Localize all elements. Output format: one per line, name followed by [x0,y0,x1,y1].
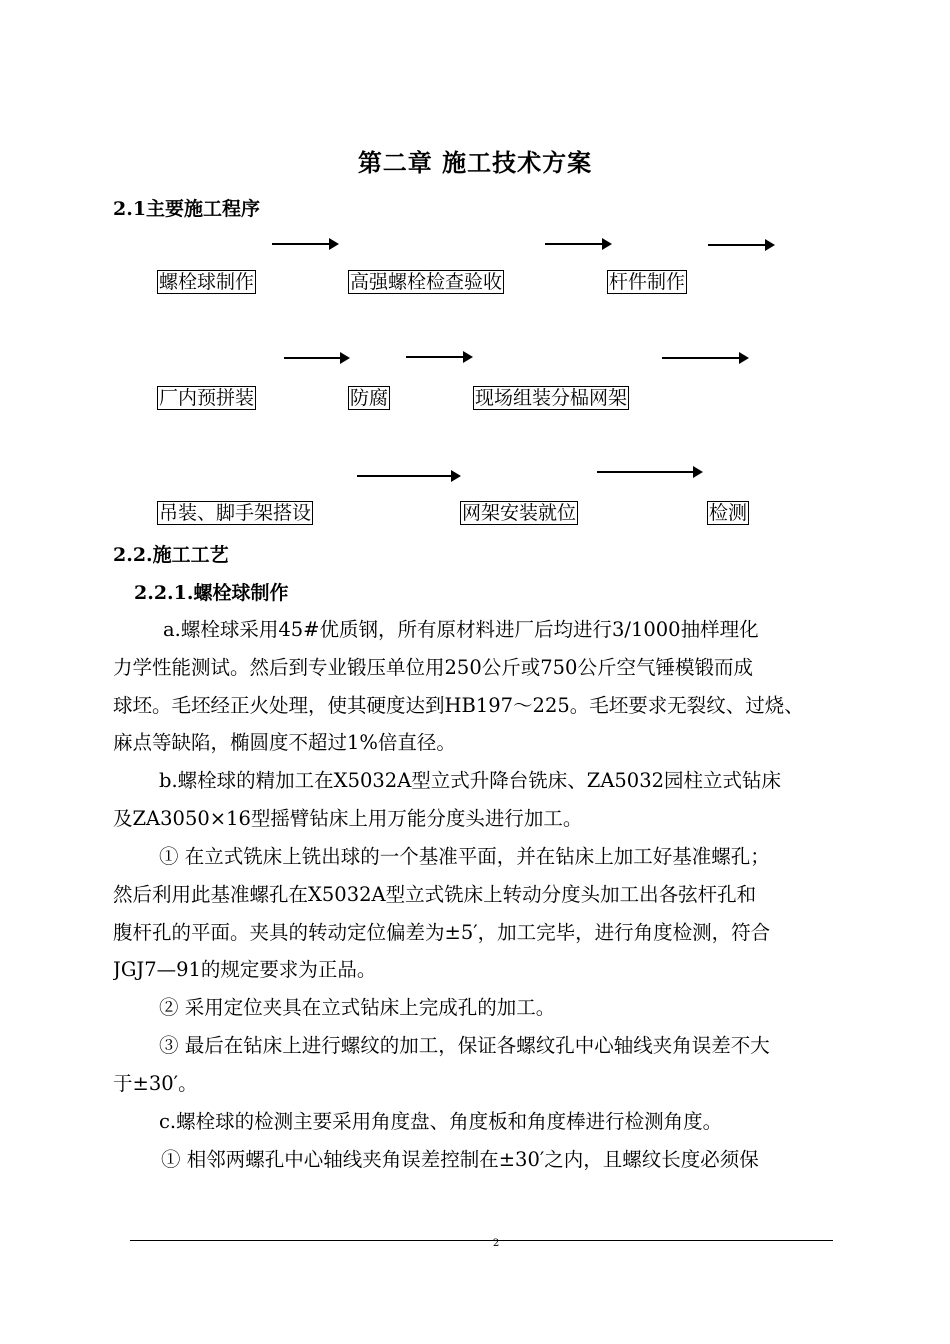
flow-box-bolt-inspection: 高强螺栓检查验收 [350,271,503,293]
flow-box-testing: 检测 [709,502,748,524]
page-number: 2 [492,1238,500,1249]
section-heading-2-2-1: 2.2.1.螺栓球制作 [134,582,289,604]
flow-arrow [708,244,766,246]
flow-arrow [406,356,464,358]
paragraph-b: b.螺栓球的精加工在X5032A型立式升降台铣床、ZA5032园柱立式钻床 及ZA3050×16型摇臂钻床上用万能分度头进行加工。 [113,769,782,830]
flow-arrow [272,243,330,245]
section-heading-2-2: 2.2.施工工艺 [113,544,229,566]
flow-box-pre-assembly: 厂内预拼装 [159,387,255,409]
paragraph-step-1: ① 在立式铣床上铣出球的一个基准平面，并在钻床上加工好基准螺孔； 然后利用此基准螺孔在X5032A型立式铣床上转动分度头加工出各弦杆孔和 腹杆孔的平面。夹具的转动定位偏差为±5′，加工完毕，进行角度检测，符合 JGJ7—91的规定要求为正品。 [113,845,771,982]
flow-box-anticorrosion: 防腐 [350,387,389,409]
footer-rule [130,1240,833,1241]
paragraph-a: a.螺栓球采用45#优质钢，所有原材料进厂后均进行3/1000抽样理化 力学性能测试。然后到专业锻压单位用250公斤或750公斤空气锤模锻而成 球坯。毛坯经正火处理，使其硬度达到HB197～225。毛坯要求无裂纹、过烧、 麻点等缺陷，椭圆度不超过1%倍直径。 [113,618,804,755]
paragraph-step-2: ② 采用定位夹具在立式钻床上完成孔的加工。 [159,996,556,1019]
flow-arrow [662,357,740,359]
flow-box-rod-making: 杆件制作 [609,271,686,293]
flow-arrow [357,475,452,477]
flow-arrow [284,357,341,359]
paragraph-c-step-1: ① 相邻两螺孔中心轴线夹角误差控制在±30′之内，且螺纹长度必须保 [161,1148,759,1171]
flow-box-hoisting: 吊装、脚手架搭设 [159,502,312,524]
flow-box-site-assembly: 现场组装分榀网架 [475,387,628,409]
section-heading-2-1: 2.1主要施工程序 [113,198,261,220]
flow-box-installation: 网架安装就位 [462,502,577,524]
chapter-title: 第二章 施工技术方案 [357,148,593,177]
flow-arrow [597,471,694,473]
paragraph-step-3: ③ 最后在钻床上进行螺纹的加工，保证各螺纹孔中心轴线夹角误差不大 于±30′。 [113,1034,770,1095]
flow-arrow [545,243,603,245]
flow-box-bolt-ball: 螺栓球制作 [159,271,255,293]
paragraph-c: c.螺栓球的检测主要采用角度盘、角度板和角度棒进行检测角度。 [159,1110,723,1133]
